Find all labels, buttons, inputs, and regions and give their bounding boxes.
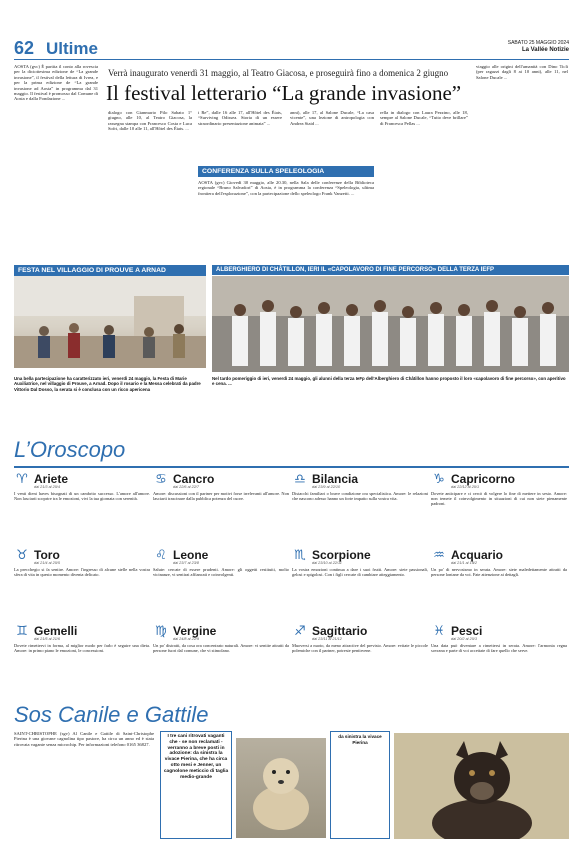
dog-illustration-2 (394, 733, 569, 839)
zodiac-icon: ♓ (433, 624, 445, 639)
sign-toro (14, 548, 150, 606)
sign-dates: dal 21/1 al 19/2 (451, 561, 477, 565)
sign-dates: dal 20/2 al 20/3 (451, 637, 477, 641)
canile-caption-2: da sinistra la vivace Pierina (330, 731, 390, 839)
sign-dates: dal 24/8 al 22/9 (173, 637, 199, 641)
article-column-3: i Re”, dalle 16 alle 17, all'Hôtel des États, “Surviving Odissea. Storia di un essere straordinario presentazione animata” ... (198, 110, 282, 126)
sign-cancro (153, 472, 289, 530)
article-headline: Il festival letterario “La grande invasione” (106, 81, 462, 105)
sign-bilancia (292, 472, 428, 530)
sign-text: Amore: discussioni con il partner per motivi forse irrelevanti all'amore. Non lasciarti trascinare dalla pubblica potenza del cuore. (153, 491, 289, 502)
sign-text: La precchegio si fa sentire. Amore: l'ingresso di alcune stelle nella vostra sfera di vita in questo momento diventa delicato. (14, 567, 150, 578)
alberghiero-photo-illustration (212, 276, 569, 372)
article-column-4: anni), alle 17, al Salone Ducale, “La casa vicente”, una lezione di antropologia con Andrea Staid ... (290, 110, 374, 126)
zodiac-icon: ♑ (433, 472, 445, 487)
sign-scorpione (292, 548, 428, 606)
sign-acquario (431, 548, 567, 606)
canile-title: Sos Canile e Gattile (14, 702, 209, 727)
sign-pesci (431, 624, 567, 682)
oroscopo-title: L’Oroscopo (14, 437, 126, 462)
date-block (508, 40, 569, 54)
sign-capricorno (431, 472, 567, 530)
dog-photo-jenner (394, 733, 569, 839)
sign-text: Distacchi familiari o brave condizione ora specialistica. Amore: le relazioni che nascono adesso hanno un forte impatto sulla vostra vita. (292, 491, 428, 502)
zodiac-icon: ♎ (294, 472, 306, 487)
article-kicker: Verrà inaugurato venerdì 31 maggio, al Teatro Giacosa, e proseguirà fino a domenica 2 giugno (108, 68, 449, 78)
sign-dates: dal 23/10 al 22/11 (312, 561, 342, 565)
sign-name: Sagittario (312, 624, 368, 638)
dog-illustration-1 (236, 738, 326, 838)
sign-dates: dal 22/12 al 20/1 (451, 485, 480, 489)
sign-name: Toro (34, 548, 60, 562)
canile-caption: I tre cani ritrovati vaganti che - se non reclamati - verranno a breve posti in adozione: da sinistra la vivace Pierina, che ha circa otto mesi e Jenner, un cagnolone meticcio di taglia medio-grande (160, 731, 232, 839)
sign-leone (153, 548, 289, 606)
sign-text: Un po' di nervosismo in serata. Amore: siete maledettamente attratti da persone lontane da voi. Fate attenzione ai dettagli. (431, 567, 567, 578)
festa-caption: Una bella partecipazione ha caratterizzato ieri, venerdì 24 maggio, la Festa di Marie Auxiliatrice, nel villaggio di Prouve, a Arnad. Dopo il rosario e la Messa celebrati da padre Vittorio Dal Dosso, la serata si è conclusa con un ricco apericena (14, 376, 201, 392)
dog-photo-pierina (236, 738, 326, 838)
section-title: Ultime (46, 39, 98, 58)
sign-text: I venti dieni haves bisognati di un cambrito successo. L'amore all'amore. Non lasciarti scoprire tra le emozioni, vivi la tua giornata con serenità. (14, 491, 150, 502)
publication-name: La Vallée Notizie (521, 47, 569, 53)
sign-name: Gemelli (34, 624, 78, 638)
page-header (14, 38, 569, 60)
sign-name: Ariete (34, 472, 69, 486)
zodiac-icon: ♌ (155, 548, 167, 563)
sign-text: Un po' distratti, da cosa ora concentrato naturali. Amore: vi sentite attratti da persone fuori dal comune, che vi stimolano. (153, 643, 289, 654)
festa-photo-illustration (14, 276, 206, 368)
sign-dates: dal 21/3 al 20/4 (34, 485, 60, 489)
zodiac-icon: ♍ (155, 624, 167, 639)
date-line: SABATO 25 MAGGIO 2024 (507, 40, 569, 46)
sign-text: Muoversi a nuoto, da meno attractive del previsto. Amore: evitate le piccole polemiche con il partner, potreste pentirvene. (292, 643, 428, 654)
zodiac-icon: ♐ (294, 624, 306, 639)
sign-name: Cancro (173, 472, 215, 486)
sign-name: Bilancia (312, 472, 359, 486)
sign-sagittario (292, 624, 428, 682)
sign-text: Salute: cercate di essere prudenti. Amore: gli oggetti restituiti, molto vicinanze, vi sentirai affiancati e coinvolgenti. (153, 567, 289, 578)
article-column-2: dialogo con Gianmario Pilo Sabato 1° giugno, alle 10, al Teatro Giacosa, la rassegna stampa con Francesco Costa e Luca Sofri, dalle 10 alle 11, all'Hôtel des États. ... (108, 110, 192, 132)
subheading-speleologia: CONFERENZA SULLA SPELEOLOGIA (198, 166, 374, 177)
sign-text: Dovete rimettervi in forma, al miglior modo per farlo è seguire una dieta. Amore: in primo piano le emozioni, le concessioni. (14, 643, 150, 654)
sign-dates: dal 22/6 al 22/7 (173, 485, 199, 489)
zodiac-icon: ♏ (294, 548, 306, 563)
zodiac-icon: ♋ (155, 472, 167, 487)
sign-dates: dal 21/5 al 21/6 (34, 637, 60, 641)
sign-dates: dal 21/4 al 20/5 (34, 561, 60, 565)
speleologia-text: AOSTA (gvc) Giovedì 30 maggio, alle 20.30, nella Sala delle conferenze della Biblioteca regionale “Bruno Salvadori” di Aosta, è in programma la conferenza “Speleologia, ultima frontiera dell'esplorazione”, con la partecipazione dello speleologo Frank Vanzetti. ... (198, 180, 374, 196)
sign-vergine (153, 624, 289, 682)
sign-name: Leone (173, 548, 209, 562)
canile-text: SAINT-CHRISTOPHE (sgv) Al Canile e Gattile di Saint-Christophe Pierina è una giovane cagnolina tipo pastore, ha circa un anno ed è stata ritrovata vagante senza microchip. Per informazioni telefono 0165 36827. (14, 731, 154, 747)
page-number: 62 (14, 38, 35, 58)
alberghiero-photo (212, 276, 569, 372)
sign-name: Pesci (451, 624, 483, 638)
sign-dates: dal 23/7 al 23/8 (173, 561, 199, 565)
article-column-6: viaggio alle origini dell'umanità con Dino Ticli (per ragazzi dagli 8 ai 10 anni), alle 11, nel Salone Ducale ... (476, 64, 568, 80)
sign-name: Vergine (173, 624, 217, 638)
zodiac-icon: ♊ (16, 624, 28, 639)
photo-left-banner: FESTA NEL VILLAGGIO DI PROUVE A ARNAD (14, 265, 206, 276)
sign-dates: dal 23/11 al 21/12 (312, 637, 342, 641)
sign-name: Capricorno (451, 472, 516, 486)
zodiac-icon: ♒ (433, 548, 445, 563)
sign-dates: dal 23/9 al 22/10 (312, 485, 341, 489)
sign-name: Scorpione (312, 548, 371, 562)
sign-name: Acquario (451, 548, 504, 562)
sign-text: Dovete anticipare e ci cercò di volgere lo fine di mettere in sesto. Amore: non temete il coinvolgimento in situazioni di cui non siete pienamente padroni. (431, 491, 567, 507)
sign-text: Una data può diventare a rimettersi in serata. Amore: l'armonia regna sovrana e parte di voi accettate di fare quello che serve. (431, 643, 567, 654)
alberghiero-caption: Nel tardo pomeriggio di ieri, venerdì 24 maggio, gli alunni della terza IeFp dell'Alberghiero di Châtillon hanno proposto il loro «capolavoro di fine percorso», con aperitivo e cena. ... (212, 376, 566, 387)
festa-photo (14, 276, 206, 368)
oroscopo-rule (14, 466, 569, 468)
zodiac-icon: ♈ (16, 472, 28, 487)
sign-ariete (14, 472, 150, 530)
photo-right-banner: ALBERGHIERO DI CHÂTILLON, IERI IL «CAPOLAVORO DI FINE PERCORSO» DELLA TERZA IEFP (212, 265, 569, 275)
zodiac-icon: ♉ (16, 548, 28, 563)
article-column-1: AOSTA (gvc) È partita il conto alla rovescia per la diciottesima edizione de “La grande invasione”, il festival della lettura di Ivrea, e per la prima edizione de “La grande invasione ad Aosta” in programma dal 31 maggio. Il festival è promosso dal Comune di Aosta e dalla Fondazione ... (14, 64, 98, 102)
article-column-5: rella in dialogo con Laura Pezzino, alle 18, sempre al Salone Ducale, “Tutto deve brillare” di Francesca Pellas ... (380, 110, 468, 126)
sign-gemelli (14, 624, 150, 682)
sign-text: La vostra emozioni continua a dare i suoi frutti. Amore: siete passionali, gelosi e spigolosi. Con i figli cercate di cambiare atteggiamento. (292, 567, 428, 578)
